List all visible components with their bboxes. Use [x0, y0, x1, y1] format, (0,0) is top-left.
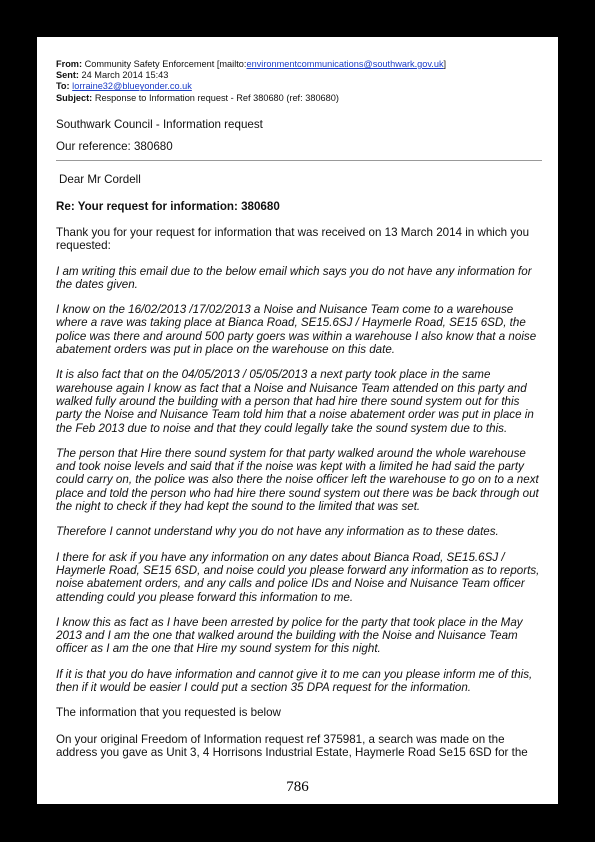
from-label: From: [56, 59, 83, 69]
from-close: ] [443, 59, 447, 69]
request-paragraph: I there for ask if you have any information on any dates about Bianca Road, SE15.6SJ / Haymerle Road, SE15 6SD, and noise could you please forward any information as to reports, noise abatement orders, and any calls and police IDs and Noise and Nuisance Team officer attending could you please forward this information to me. [56, 550, 540, 604]
sent-label: Sent: [56, 70, 79, 81]
request-paragraph: It is also fact that on the 04/05/2013 / 05/05/2013 a next party took place in the same warehouse again I know as fact that a Noise and Nuisance Team attended on this party and walked fully around the building with a person that had hire there sound system out for this party the Noise and Nuisance Team told him that a noise abatement order was put in place in the Feb 2013 due to noise and that they could legally take the sound system due to this. [56, 368, 534, 435]
page-number: 786 [286, 779, 309, 795]
sent-value: 24 March 2014 15:43 [81, 70, 169, 81]
request-paragraph: I am writing this email due to the below email which says you do not have any information for the dates given. [56, 264, 532, 291]
subject-label: Subject: [56, 92, 93, 103]
subject-line [56, 93, 542, 104]
divider [56, 160, 542, 161]
document-page [37, 37, 558, 804]
response-paragraph: On your original Freedom of Information request ref 375981, a search was made on the address you gave as Unit 3, 4 Horrisons Industrial Estate, Haymerle Road Se15 6SD for the [56, 732, 528, 759]
to-line [56, 81, 542, 92]
re-line: Re: Your request for information: 380680 [56, 199, 280, 213]
request-paragraph: I know this as fact as I have been arrested by police for the party that took place in the May 2013 and I am the one that walked around the building with the Noise and Nuisance Team officer as I am the one that Hire my sound system for this night. [56, 615, 523, 656]
info-heading: The information that you requested is below [56, 706, 281, 720]
to-email-link[interactable]: lorraine32@blueyonder.co.uk [72, 81, 192, 92]
council-title: Southwark Council - Information request [56, 117, 263, 131]
request-paragraph: The person that Hire there sound system for that party walked around the whole warehouse and took noise levels and said that if the noise was kept with a limited he had said the party could carry on, the police was also there the noise officer left the warehouse to go on to a next place and told the person who had hire there sound system out there was be back through out the night to check if they had kept the sound to the limited that was set. [56, 446, 539, 514]
greeting: Dear Mr Cordell [59, 173, 141, 187]
request-paragraph: Therefore I cannot understand why you do not have any information as to these dates. [56, 525, 499, 539]
intro-paragraph: Thank you for your request for information that was received on 13 March 2014 in which you requested: [56, 226, 530, 253]
request-paragraph: If it is that you do have information and cannot give it to me can you please inform me of this, then if it would be easier I could put a section 35 DPA request for the information. [56, 667, 533, 695]
from-value: Community Safety Enforcement [mailto: [84, 59, 247, 69]
to-label: To: [56, 81, 70, 92]
from-email-link[interactable]: environmentcommunications@southwark.gov.uk [246, 59, 444, 69]
our-reference: Our reference: 380680 [56, 140, 173, 154]
email-body [56, 59, 542, 759]
subject-value: Response to Information request - Ref 380680 (ref: 380680) [94, 92, 339, 103]
sent-line [56, 70, 542, 81]
email-header [56, 59, 542, 104]
from-line [56, 59, 542, 70]
request-paragraph: I know on the 16/02/2013 /17/02/2013 a Noise and Nuisance Team come to a warehouse where a rave was taking place at Bianca Road, SE15.6SJ / Haymerle Road, SE15 6SD, the police was there and around 500 party goers was within a warehouse I also know that a noise abatement orders was put in place on the warehouse on this date. [56, 303, 537, 357]
